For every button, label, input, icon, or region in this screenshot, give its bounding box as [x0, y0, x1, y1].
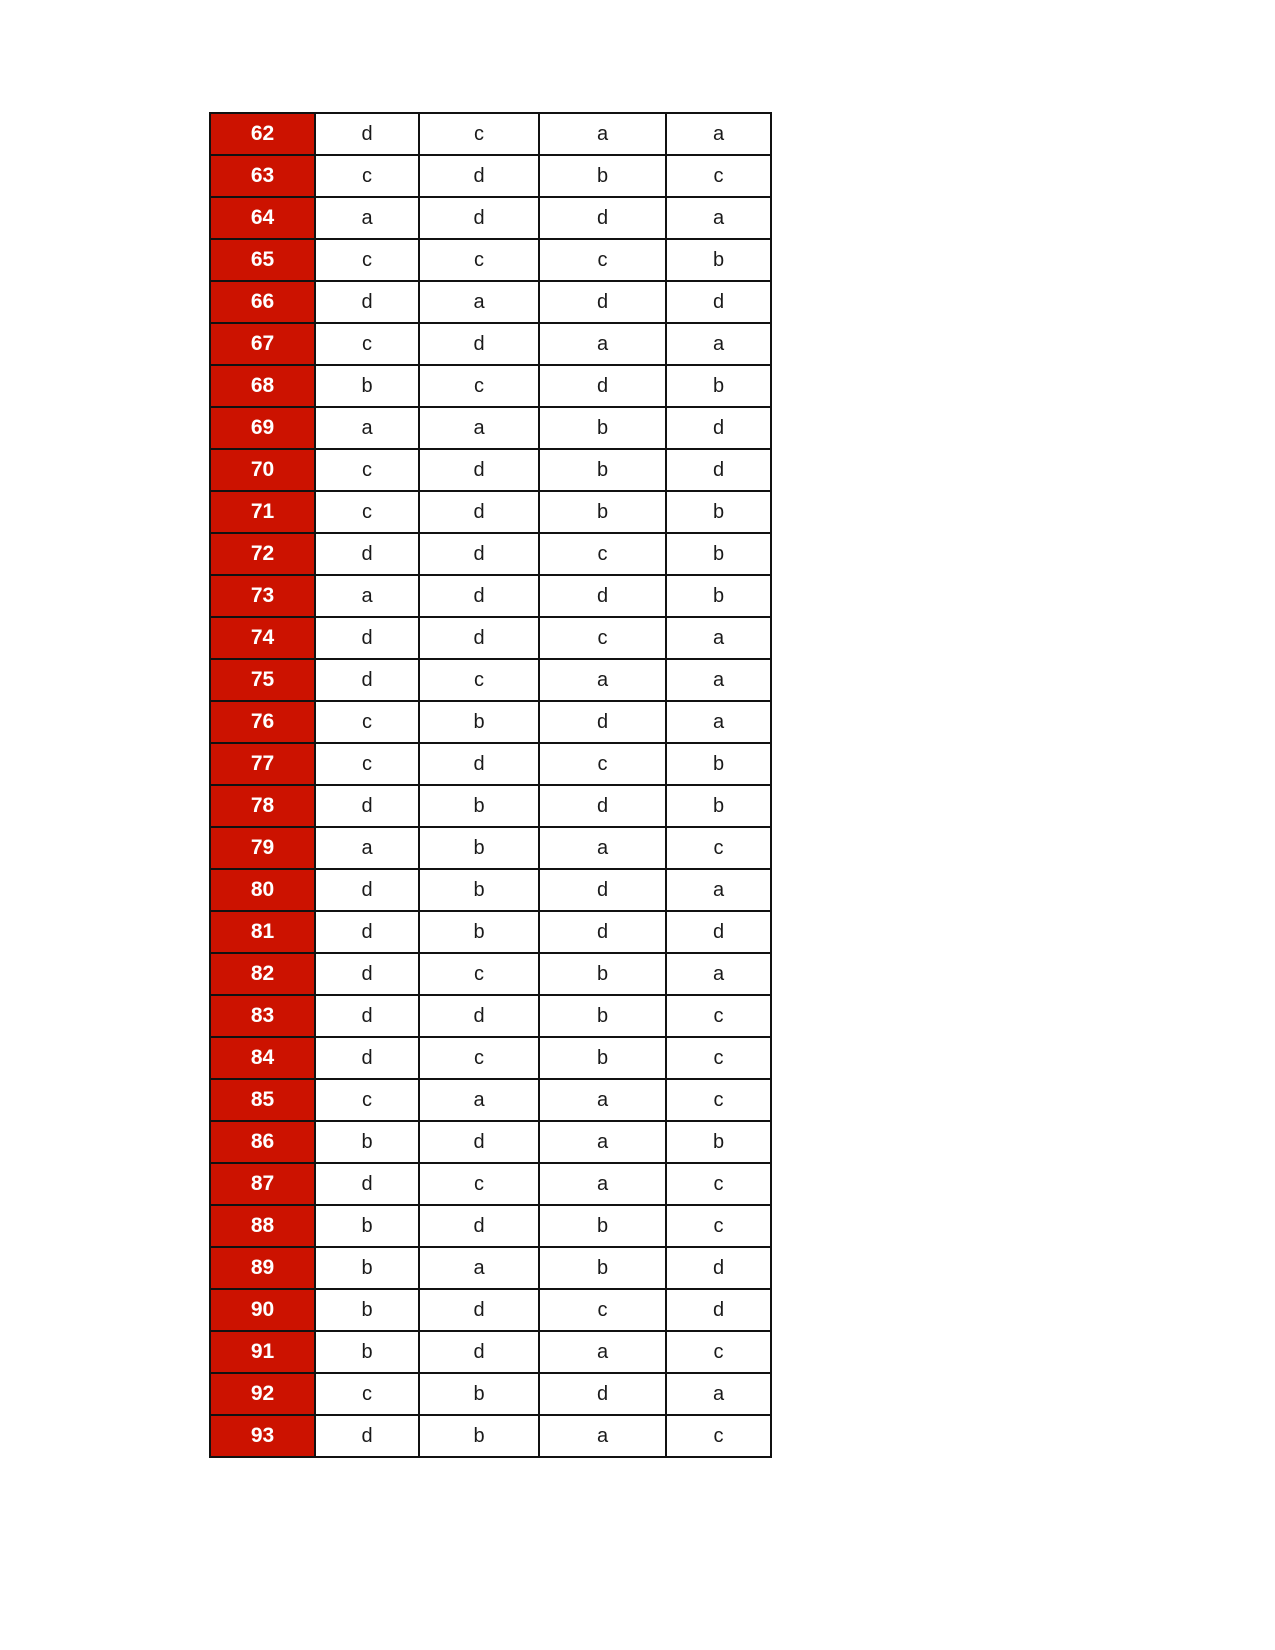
answer-cell: c — [315, 1079, 419, 1121]
answer-cell: d — [419, 533, 539, 575]
answer-cell: d — [315, 617, 419, 659]
question-number: 72 — [210, 533, 315, 575]
answer-cell: c — [666, 1415, 771, 1457]
answer-cell: c — [539, 1289, 666, 1331]
answer-row — [210, 113, 771, 155]
answer-cell: d — [539, 575, 666, 617]
answer-cell: b — [539, 155, 666, 197]
answer-cell: b — [315, 1205, 419, 1247]
answer-cell: c — [315, 155, 419, 197]
answer-cell: c — [539, 239, 666, 281]
answer-cell: d — [539, 1373, 666, 1415]
question-number: 65 — [210, 239, 315, 281]
answer-cell: b — [666, 743, 771, 785]
answer-cell: c — [666, 1205, 771, 1247]
answer-cell: d — [419, 323, 539, 365]
answer-cell: d — [419, 197, 539, 239]
answer-row — [210, 1331, 771, 1373]
answer-cell: a — [539, 659, 666, 701]
answer-cell: c — [419, 659, 539, 701]
answer-cell: a — [539, 1079, 666, 1121]
answer-cell: b — [419, 1415, 539, 1457]
question-number: 76 — [210, 701, 315, 743]
answer-cell: b — [666, 785, 771, 827]
question-number: 89 — [210, 1247, 315, 1289]
answer-cell: c — [666, 155, 771, 197]
answer-row — [210, 239, 771, 281]
answer-cell: c — [419, 953, 539, 995]
answer-cell: d — [315, 533, 419, 575]
answer-cell: d — [419, 743, 539, 785]
answer-row — [210, 743, 771, 785]
answer-cell: d — [315, 113, 419, 155]
answer-cell: a — [666, 1373, 771, 1415]
answer-cell: c — [666, 1037, 771, 1079]
answer-row — [210, 1415, 771, 1457]
answer-cell: a — [539, 323, 666, 365]
question-number: 91 — [210, 1331, 315, 1373]
question-number: 87 — [210, 1163, 315, 1205]
question-number: 74 — [210, 617, 315, 659]
question-number: 69 — [210, 407, 315, 449]
answer-cell: d — [666, 911, 771, 953]
answer-cell: d — [315, 659, 419, 701]
question-number: 77 — [210, 743, 315, 785]
answer-cell: d — [419, 617, 539, 659]
answer-cell: b — [666, 491, 771, 533]
question-number: 80 — [210, 869, 315, 911]
answer-row — [210, 1247, 771, 1289]
answer-cell: a — [419, 281, 539, 323]
answer-cell: b — [419, 869, 539, 911]
answer-cell: d — [666, 1247, 771, 1289]
answer-cell: a — [666, 617, 771, 659]
answer-cell: b — [539, 1247, 666, 1289]
answer-cell: a — [666, 953, 771, 995]
question-number: 78 — [210, 785, 315, 827]
answer-cell: b — [666, 365, 771, 407]
question-number: 92 — [210, 1373, 315, 1415]
answer-cell: b — [419, 911, 539, 953]
answer-cell: c — [315, 1373, 419, 1415]
answer-cell: a — [666, 701, 771, 743]
answer-key-table — [209, 112, 772, 1458]
answer-row — [210, 911, 771, 953]
question-number: 84 — [210, 1037, 315, 1079]
answer-cell: c — [315, 491, 419, 533]
answer-cell: a — [539, 1331, 666, 1373]
answer-cell: b — [315, 365, 419, 407]
answer-cell: d — [666, 281, 771, 323]
answer-cell: c — [315, 743, 419, 785]
answer-cell: b — [419, 827, 539, 869]
answer-cell: b — [315, 1247, 419, 1289]
answer-cell: d — [539, 869, 666, 911]
answer-row — [210, 617, 771, 659]
answer-row — [210, 1205, 771, 1247]
answer-row — [210, 449, 771, 491]
answer-cell: a — [666, 659, 771, 701]
answer-row — [210, 323, 771, 365]
answer-cell: c — [419, 1037, 539, 1079]
answer-cell: d — [666, 449, 771, 491]
answer-cell: a — [315, 827, 419, 869]
answer-row — [210, 785, 771, 827]
question-number: 93 — [210, 1415, 315, 1457]
answer-cell: c — [419, 113, 539, 155]
question-number: 75 — [210, 659, 315, 701]
answer-row — [210, 869, 771, 911]
answer-cell: b — [539, 1037, 666, 1079]
answer-cell: a — [419, 1079, 539, 1121]
answer-cell: a — [666, 323, 771, 365]
answer-cell: d — [419, 995, 539, 1037]
answer-row — [210, 827, 771, 869]
question-number: 68 — [210, 365, 315, 407]
answer-cell: b — [315, 1121, 419, 1163]
answer-cell: d — [419, 1121, 539, 1163]
answer-row — [210, 575, 771, 617]
answer-cell: b — [666, 1121, 771, 1163]
question-number: 70 — [210, 449, 315, 491]
answer-row — [210, 155, 771, 197]
answer-row — [210, 533, 771, 575]
question-number: 85 — [210, 1079, 315, 1121]
answer-row — [210, 953, 771, 995]
answer-cell: d — [666, 407, 771, 449]
answer-cell: b — [419, 1373, 539, 1415]
answer-row — [210, 659, 771, 701]
question-number: 67 — [210, 323, 315, 365]
answer-cell: b — [666, 239, 771, 281]
question-number: 66 — [210, 281, 315, 323]
answer-cell: b — [419, 701, 539, 743]
answer-cell: d — [419, 155, 539, 197]
question-number: 64 — [210, 197, 315, 239]
answer-cell: d — [419, 1205, 539, 1247]
answer-row — [210, 995, 771, 1037]
answer-cell: d — [315, 1037, 419, 1079]
answer-cell: c — [315, 239, 419, 281]
answer-row — [210, 1373, 771, 1415]
answer-cell: d — [315, 1163, 419, 1205]
answer-cell: c — [539, 617, 666, 659]
answer-cell: b — [315, 1331, 419, 1373]
answer-cell: b — [539, 491, 666, 533]
question-number: 82 — [210, 953, 315, 995]
question-number: 90 — [210, 1289, 315, 1331]
answer-cell: a — [419, 1247, 539, 1289]
question-number: 62 — [210, 113, 315, 155]
answer-cell: a — [315, 197, 419, 239]
answer-row — [210, 365, 771, 407]
answer-row — [210, 197, 771, 239]
answer-cell: a — [666, 869, 771, 911]
question-number: 73 — [210, 575, 315, 617]
answer-cell: d — [419, 491, 539, 533]
answer-cell: c — [419, 365, 539, 407]
answer-cell: a — [666, 197, 771, 239]
answer-cell: a — [539, 1121, 666, 1163]
answer-cell: d — [539, 911, 666, 953]
answer-cell: c — [539, 533, 666, 575]
answer-row — [210, 1289, 771, 1331]
question-number: 71 — [210, 491, 315, 533]
answer-cell: a — [539, 1163, 666, 1205]
answer-cell: c — [419, 1163, 539, 1205]
answer-row — [210, 491, 771, 533]
answer-cell: d — [315, 995, 419, 1037]
answer-cell: b — [419, 785, 539, 827]
answer-row — [210, 1079, 771, 1121]
answer-row — [210, 1163, 771, 1205]
answer-cell: c — [315, 701, 419, 743]
answer-cell: a — [539, 113, 666, 155]
question-number: 79 — [210, 827, 315, 869]
answer-cell: d — [419, 449, 539, 491]
answer-cell: d — [315, 869, 419, 911]
answer-cell: b — [539, 1205, 666, 1247]
answer-cell: d — [539, 197, 666, 239]
answer-row — [210, 407, 771, 449]
answer-cell: c — [419, 239, 539, 281]
answer-cell: c — [666, 995, 771, 1037]
answer-cell: d — [419, 1331, 539, 1373]
answer-cell: b — [315, 1289, 419, 1331]
answer-row — [210, 1121, 771, 1163]
answer-row — [210, 701, 771, 743]
answer-cell: a — [315, 407, 419, 449]
answer-row — [210, 281, 771, 323]
answer-cell: d — [666, 1289, 771, 1331]
answer-cell: b — [539, 953, 666, 995]
answer-row — [210, 1037, 771, 1079]
answer-cell: d — [315, 953, 419, 995]
answer-cell: a — [666, 113, 771, 155]
answer-cell: c — [666, 1163, 771, 1205]
question-number: 63 — [210, 155, 315, 197]
answer-cell: c — [666, 1079, 771, 1121]
answer-cell: c — [666, 1331, 771, 1373]
answer-cell: c — [315, 323, 419, 365]
answer-cell: d — [539, 281, 666, 323]
answer-cell: a — [539, 827, 666, 869]
answer-cell: d — [419, 1289, 539, 1331]
question-number: 81 — [210, 911, 315, 953]
answer-cell: b — [666, 533, 771, 575]
answer-cell: b — [539, 995, 666, 1037]
answer-cell: c — [666, 827, 771, 869]
answer-cell: d — [315, 911, 419, 953]
answer-cell: d — [315, 281, 419, 323]
answer-cell: a — [315, 575, 419, 617]
answer-cell: d — [539, 365, 666, 407]
answer-cell: d — [539, 785, 666, 827]
question-number: 86 — [210, 1121, 315, 1163]
answer-cell: b — [666, 575, 771, 617]
answer-cell: d — [539, 701, 666, 743]
answer-cell: b — [539, 407, 666, 449]
answer-key-body — [210, 113, 771, 1457]
question-number: 88 — [210, 1205, 315, 1247]
answer-cell: a — [539, 1415, 666, 1457]
answer-cell: b — [539, 449, 666, 491]
question-number: 83 — [210, 995, 315, 1037]
answer-cell: a — [419, 407, 539, 449]
answer-cell: c — [539, 743, 666, 785]
answer-cell: d — [419, 575, 539, 617]
answer-cell: c — [315, 449, 419, 491]
answer-cell: d — [315, 1415, 419, 1457]
answer-cell: d — [315, 785, 419, 827]
